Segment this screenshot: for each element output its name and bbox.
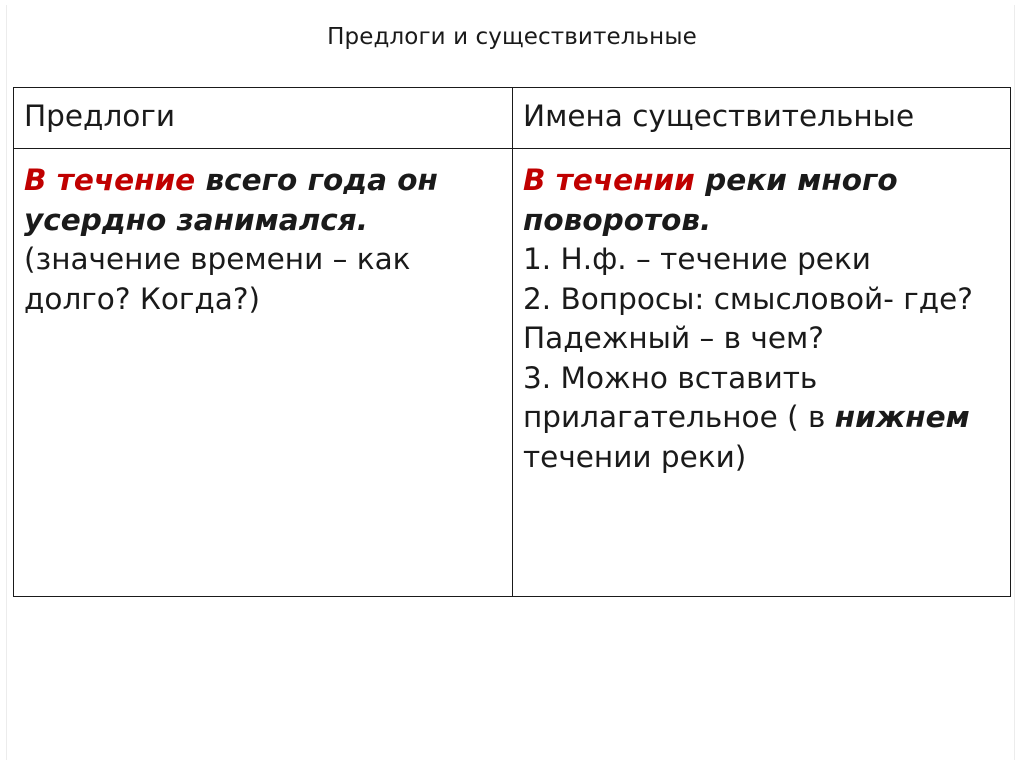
nouns-point-3-emphasis: нижнем [834, 400, 970, 435]
nouns-sentence: реки много поворотов. [523, 163, 898, 237]
slide-title: Предлоги и существительные [327, 24, 697, 50]
table-row [14, 149, 1011, 597]
prepositions-sentence: всего года он усердно занимался. [24, 163, 438, 237]
prepositions-note: (значение времени – как долго? Когда?) [24, 242, 411, 316]
header-prepositions: Предлоги [14, 88, 513, 149]
nouns-example [523, 161, 1000, 240]
nouns-highlight: В течении [523, 163, 695, 197]
prepositions-example [24, 161, 502, 240]
nouns-cell [513, 149, 1011, 597]
prepositions-cell [14, 149, 513, 597]
comparison-table [13, 87, 1011, 597]
nouns-point-2: 2. Вопросы: смысловой- где? Падежный – в чем? [523, 281, 973, 356]
table-header-row [14, 88, 1011, 149]
header-nouns: Имена существительные [513, 88, 1011, 149]
nouns-point-3-start: 3. Можно вставить прилагательное ( в [523, 360, 835, 435]
prepositions-highlight: В течение [24, 163, 196, 197]
nouns-point-1: 1. Н.ф. – течение реки [523, 242, 871, 277]
nouns-point-3 [523, 359, 1000, 478]
nouns-point-3-end: течении реки) [523, 439, 747, 474]
